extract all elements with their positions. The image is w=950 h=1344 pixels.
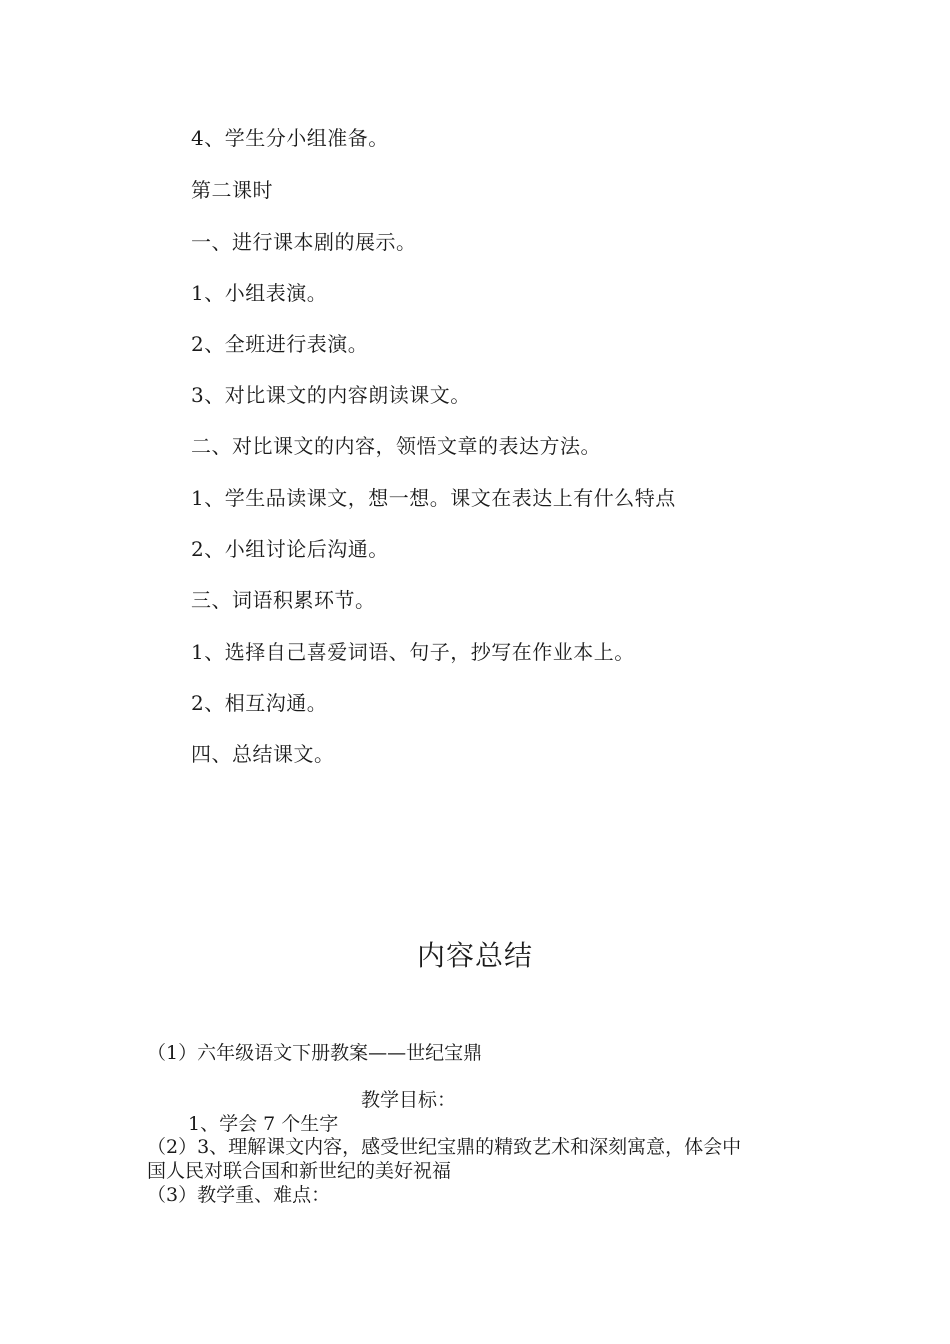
summary-line: 国人民对联合国和新世纪的美好祝福	[147, 1160, 452, 1182]
body-line: 第二课时	[191, 178, 273, 202]
body-line: 三、词语积累环节。	[191, 588, 376, 612]
body-line: 3、对比课文的内容朗读课文。	[191, 383, 471, 407]
body-line: 四、总结课文。	[191, 742, 335, 766]
summary-line: （3）教学重、难点：	[147, 1184, 331, 1206]
body-line: 1、小组表演。	[191, 281, 328, 305]
body-line: 2、相互沟通。	[191, 691, 328, 715]
body-line: 2、全班进行表演。	[191, 332, 369, 356]
body-line: 一、进行课本剧的展示。	[191, 230, 417, 254]
body-line: 2、小组讨论后沟通。	[191, 537, 389, 561]
body-line: 4、学生分小组准备。	[191, 126, 389, 150]
summary-title: 内容总结	[416, 939, 533, 972]
summary-line: （1）六年级语文下册教案——世纪宝鼎	[147, 1042, 483, 1064]
summary-line: 教学目标：	[361, 1089, 457, 1111]
body-line: 二、对比课文的内容，领悟文章的表达方法。	[191, 434, 601, 458]
body-line: 1、选择自己喜爱词语、句子，抄写在作业本上。	[191, 640, 635, 664]
summary-line: （2）3、理解课文内容，感受世纪宝鼎的精致艺术和深刻寓意，体会中	[147, 1136, 742, 1158]
summary-line: 1、学会 7 个生字	[188, 1113, 339, 1135]
body-line: 1、学生品读课文，想一想。课文在表达上有什么特点	[191, 486, 676, 510]
